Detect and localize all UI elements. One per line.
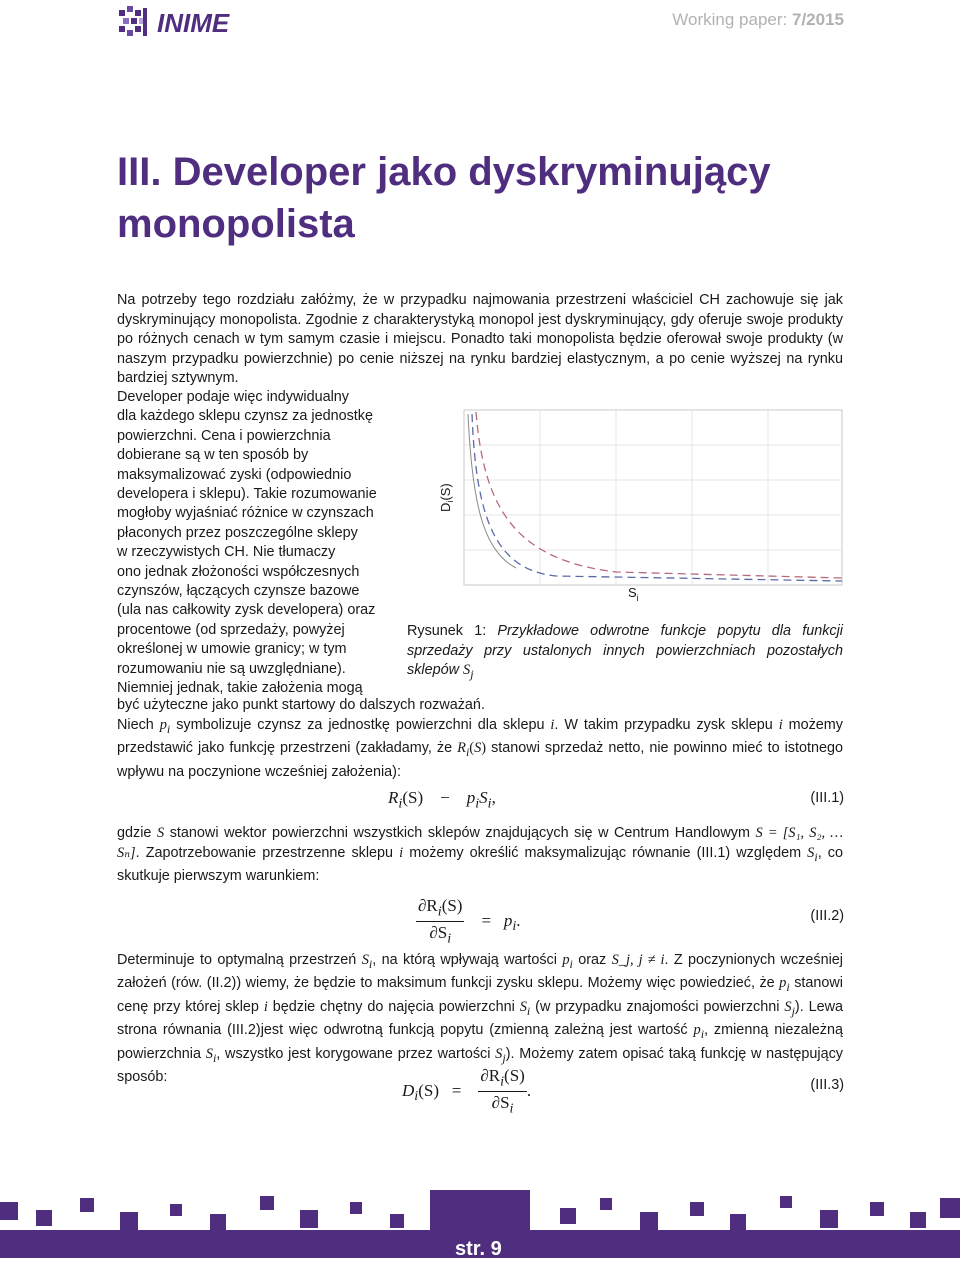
equation-number-III-3: (III.3) [810, 1077, 844, 1093]
wrapped-line: maksymalizować zyski (odpowiednio [117, 466, 352, 483]
equation-number-III-1: (III.1) [810, 790, 844, 806]
paragraph-shop-space: gdzie S stanowi wektor powierzchni wszystkich sklepów znajdujących się w Centrum Handlowym S = [S₁, S₂, … Sₙ]. Zapotrzebowanie przestrzenne sklepu i możemy określić maksymalizując równanie (III.1) względem $S_i$, co skutkuje pierwszym warunkiem: [117, 825, 843, 884]
equation-number-III-2: (III.2) [810, 908, 844, 924]
wrapped-line: procentowe (od sprzedaży, powyżej [117, 621, 345, 638]
inime-logo [117, 4, 267, 40]
paragraph-inverse-demand: Determinuje to optymalną przestrzeń $S_i$, na którą wpływają wartości $p_i$ oraz S_j, j ≠ i. Z poczynionych wcześniej założeń (rów. (II.2)) wiemy, że będzie to maksimum funkcji zysku sklepu. Możemy więc powiedzieć, że $p_i$ stanowi cenę przy której sklep i będzie chętny do najęcia powierzchni $S_i$ (w przypadku znajomości powierzchni $S_j$). Lewa strona równania (III.2)jest więc odwrotną funkcją popytu (zmienną zależną jest wartość $p_i$, zmienną niezależną powierzchnia $S_i$, wszystko jest korygowane przez wartości $S_j$). Możemy zatem opisać taką funkcję w następujący sposób: [117, 952, 844, 1085]
plot-grid [464, 410, 842, 585]
wrapped-line: dobierane są w ten sposób by [117, 447, 309, 464]
wrapped-line: developera i sklepu). Takie rozumowanie [117, 486, 377, 502]
equation-III-2: $\frac{\partial R_i(S)}{\partial S_i}$ = $p_i$. [418, 896, 521, 947]
wrapped-line: mogłoby wyjaśniać różnice w czynszach [117, 505, 374, 522]
working-paper-label: Working paper: 7/2015 [672, 10, 844, 29]
logo-mark-icon [119, 6, 147, 36]
equation-III-3: $D_i(S)$ = $\frac{\partial R_i(S)}{\partial S_i}$ . [402, 1066, 532, 1117]
working-paper-number: 7/2015 [792, 10, 844, 29]
y-axis-label: $D_i(S)$ [438, 483, 455, 512]
paragraph-profit: Niech $p_i$ symbolizuje czynsz za jednostkę powierzchni dla sklepu i. W takim przypadku zysk sklepu i możemy przedstawić jako funkcję przestrzeni (zakładamy, że $R_i(S)$ stanowi sprzedaż netto, nie powinno mieć to istotnego wpływu na poczynione wcześniej założenia): [117, 717, 843, 780]
wrapped-line: rozumowaniu nie są uwzględniane). [117, 660, 346, 677]
wrapped-line: Developer podaje więc indywidualny [117, 389, 349, 405]
section-title [117, 146, 837, 250]
demand-curve-red [476, 412, 842, 578]
plot-frame [464, 410, 842, 585]
wrapped-line: w rzeczywistych CH. Nie tłumaczy [117, 544, 336, 561]
figure-caption: Rysunek 1: Przykładowe odwrotne funkcje popytu dla funkcji sprzedaży przy ustalonych innych powierzchniach pozostałych sklepów $S_j$ [407, 623, 843, 681]
wrapped-line: określonej w umowie granicy; w tym [117, 641, 347, 658]
paragraph-intro-end: być użyteczne jako punkt startowy do dalszych rozważań. [117, 697, 485, 713]
wrapped-line: Niemniej jednak, takie założenia mogą [117, 680, 363, 696]
wrapped-line: (ula nas całkowity zysk developera) oraz [117, 602, 376, 619]
logo-text: INIME [157, 8, 230, 38]
title-line-2: monopolista [117, 202, 355, 246]
page-number: str. 9 [455, 1238, 502, 1260]
wrapped-line: czynszów, łączących czynsze bazowe [117, 583, 360, 599]
equation-III-1: $R_i(S)$ − $p_iS_i$, [388, 788, 496, 812]
demand-curve-blue [472, 414, 842, 581]
wrapped-line: ono jednak złożoności współczesnych [117, 563, 360, 580]
wrapped-line: powierzchni. Cena i powierzchnia [117, 427, 331, 444]
paragraph-intro: Na potrzeby tego rozdziału załóżmy, że w przypadku najmowania przestrzeni właściciel CH zachowuje się jak dyskryminujący monopolista. Zgodnie z charakterystyką monopol jest dyskryminujący, gdy oferuje swoje produkty po różnych cenach w tym samym czasie i miejscu. Ponadto taki monopolista będzie oferował swoje produkty (w naszym przypadku powierzchnie) po cenie niższej na rynku bardziej elastycznym, a po cenie wyższej na rynku bardziej sztywnym. [117, 292, 843, 386]
title-line-1: III. Developer jako dyskryminujący [117, 150, 771, 194]
x-axis-label: $S_i$ [628, 585, 639, 603]
wrapped-line: dla każdego sklepu czynsz za jednostkę [117, 408, 373, 425]
figure-inverse-demand [436, 400, 846, 605]
wrapped-line: płaconych przez poszczególne sklepy [117, 524, 358, 541]
